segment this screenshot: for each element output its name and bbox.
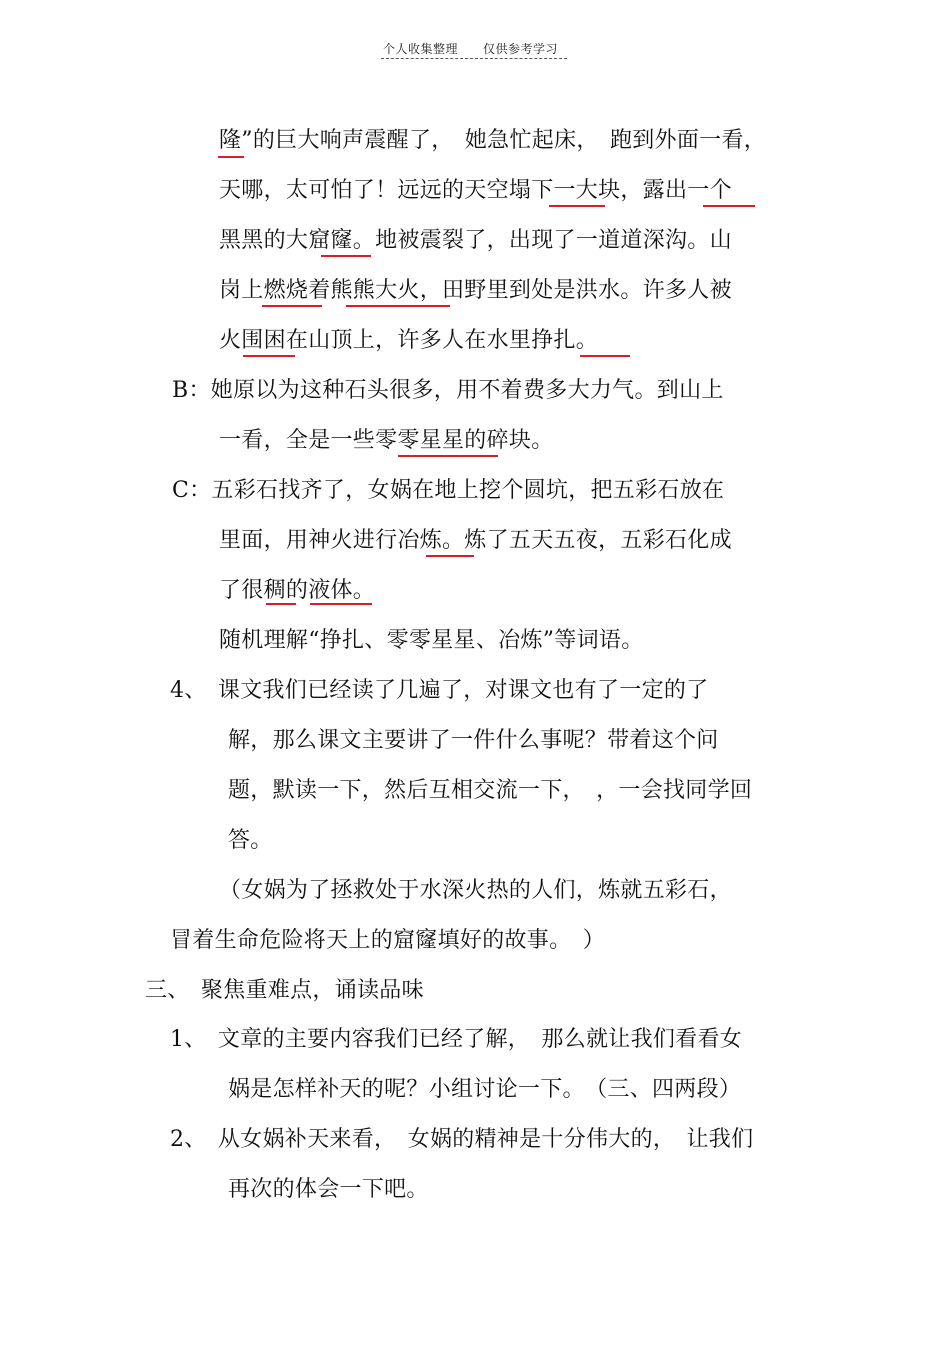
red-underline xyxy=(703,205,755,207)
text-line-3: 黑黑的大窟窿。地被震裂了，出现了一道道深沟。山 xyxy=(219,228,732,253)
header-right-text: 仅供参考学习 xyxy=(483,42,559,56)
red-underline xyxy=(549,205,605,207)
text-line-22: 再次的体会一下吧。 xyxy=(228,1177,429,1202)
red-underline xyxy=(262,305,322,307)
text-line-9: 里面，用神火进行冶炼。炼了五天五夜，五彩石化成 xyxy=(219,528,732,553)
text-line-12: 4、 课文我们已经读了几遍了，对课文也有了一定的了 xyxy=(170,678,709,703)
text-line-4: 岗上燃烧着熊熊大火，田野里到处是洪水。许多人被 xyxy=(219,278,732,303)
page-header xyxy=(381,40,567,59)
text-line-20: 娲是怎样补天的呢？小组讨论一下。 （三、四两段） xyxy=(228,1077,742,1102)
text-line-17: 冒着生命危险将天上的窟窿填好的故事。 ） xyxy=(170,928,606,953)
text-line-16: （女娲为了拯救处于水深火热的人们，炼就五彩石， xyxy=(219,878,732,903)
text-line-11: 随机理解“挣扎、零零星星、冶炼”等词语。 xyxy=(219,628,644,653)
text-line-2: 天哪，太可怕了！远远的天空塌下一大块，露出一个 xyxy=(219,178,732,203)
text-line-13: 解，那么课文主要讲了一件什么事呢？带着这个问 xyxy=(228,728,719,753)
red-underline xyxy=(218,156,244,158)
red-underline xyxy=(580,355,630,357)
text-line-21: 2、 从女娲补天来看， 女娲的精神是十分伟大的， 让我们 xyxy=(170,1127,754,1152)
text-line-7: 一看，全是一些零零星星的碎块。 xyxy=(219,428,554,453)
text-line-14: 题，默读一下，然后互相交流一下， ，一会找同学回 xyxy=(228,778,753,803)
red-underline xyxy=(266,603,296,605)
text-line-5: 火围困在山顶上，许多人在水里挣扎。 xyxy=(219,328,599,353)
text-line-15: 答。 xyxy=(228,828,273,853)
red-underline xyxy=(243,355,295,357)
red-underline xyxy=(426,555,474,557)
red-underline xyxy=(310,603,372,605)
header-left-text: 个人收集整理 xyxy=(383,42,459,56)
text-line-6: B：她原以为这种石头很多，用不着费多大力气。到山上 xyxy=(172,378,724,403)
red-underline xyxy=(398,455,498,457)
red-underline xyxy=(346,305,450,307)
section-heading: 三、 聚焦重难点，诵读品味 xyxy=(145,978,424,1003)
text-line-19: 1、 文章的主要内容我们已经了解， 那么就让我们看看女 xyxy=(170,1027,743,1052)
text-line-8: C：五彩石找齐了，女娲在地上挖个圆坑，把五彩石放在 xyxy=(172,478,725,503)
text-line-1: 隆”的巨大响声震醒了， 她急忙起床， 跑到外面一看， xyxy=(219,128,767,153)
text-line-10: 了很稠的液体。 xyxy=(219,578,376,603)
red-underline xyxy=(321,255,371,257)
